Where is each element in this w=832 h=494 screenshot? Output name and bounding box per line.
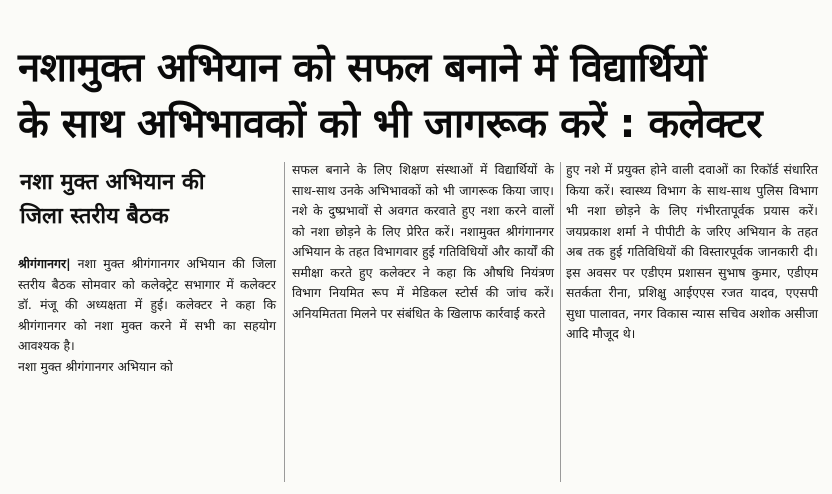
paragraph-text: नशा मुक्त श्रीगंगानगर अभियान की जिला स्तरीय बैठक सोमवार को कलेक्ट्रेट सभागार में कलेक्टर डॉ. मंजू की अध्यक्षता में हुई। कलेक्टर ने कहा कि श्रीगंगानगर को नशा मुक्त करने में सभी का सहयोग आवश्यक है। bbox=[18, 256, 276, 353]
subheading bbox=[20, 166, 276, 234]
subheading-line-2: जिला स्तरीय बैठक bbox=[20, 204, 169, 229]
paragraph: नशा मुक्त श्रीगंगानगर अभियान को bbox=[18, 358, 173, 374]
paragraph-text: हुए नशे में प्रयुक्त होने वाली दवाओं का रिकॉर्ड संधारित किया करें। स्वास्थ्य विभाग के साथ-साथ पुलिस विभाग भी नशा छोड़ने के लिए गंभीरतापूर्वक प्रयास करें। जयप्रकाश शर्मा ने पीपीटी के जरिए अभियान के तहत अब तक हुई गतिविधियों की विस्तारपूर्वक जानकारी दी। इस अवसर पर एडीएम प्रशासन सुभाष कुमार, एडीएम सतर्कता रीना, प्रशिक्षु आईएएस रजत यादव, एएसपी सुधा पालावत, नगर विकास न्यास सचिव अशोक असीजा आदि मौजूद थे। bbox=[566, 162, 818, 341]
paragraph-text: सफल बनाने के लिए शिक्षण संस्थाओं में विद्यार्थियों के साथ-साथ उनके अभिभावकों को भी जागरूक किया जाए। नशे के दुष्प्रभावों से अवगत करवाते हुए नशा करने वालों को नशा छोड़ने के लिए प्रेरित करें। नशामुक्त श्रीगंगानगर अभियान के तहत विभागवार हुई गतिविधियों और कार्यों की समीक्षा करते हुए कलेक्टर ने कहा कि औषधि नियंत्रण विभाग नियमित रूप में मेडिकल स्टोर्स की जांच करें। अनियमितता मिलने पर संबंधित के खिलाफ कार्रवाई करते bbox=[292, 162, 554, 321]
column-divider bbox=[284, 162, 285, 482]
column-divider bbox=[560, 162, 561, 482]
column-2 bbox=[292, 160, 554, 324]
column-3 bbox=[566, 160, 818, 345]
subheading-line-1: नशा मुक्त अभियान की bbox=[20, 170, 205, 195]
dateline: श्रीगंगानगर| bbox=[18, 256, 71, 271]
paragraph bbox=[18, 254, 276, 357]
headline bbox=[18, 40, 818, 152]
article-body bbox=[18, 152, 818, 482]
headline-line-2: के साथ अभिभावकों को भी जागरूक करें : कलेक्टर bbox=[18, 101, 763, 147]
column-1 bbox=[18, 152, 276, 377]
headline-line-1: नशामुक्त अभियान को सफल बनाने में विद्यार्थियों bbox=[18, 45, 707, 91]
